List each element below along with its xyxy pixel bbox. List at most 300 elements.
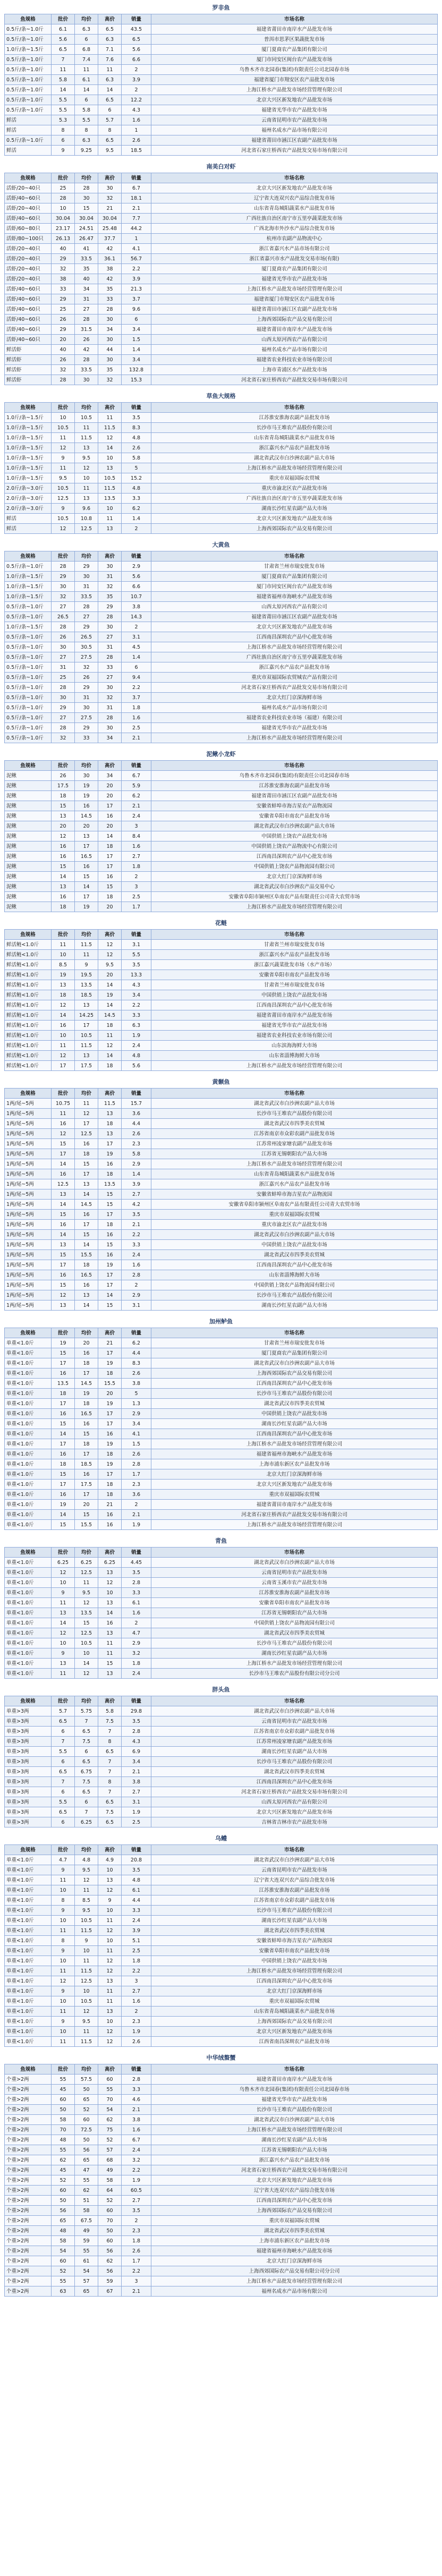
avg-price-cell: 16.5 bbox=[75, 1270, 98, 1280]
market-cell: 湖南长沙红星农副产品大市场 bbox=[151, 1300, 438, 1311]
wholesale-price-cell: 12 bbox=[52, 1129, 75, 1139]
market-cell: 吉林省吉林市农产品批发市场 bbox=[151, 1817, 438, 1827]
volume-cell: 2 bbox=[122, 622, 151, 632]
avg-price-cell: 33.5 bbox=[75, 254, 98, 264]
market-cell: 北京大兴区新发地农产品批发市场 bbox=[151, 2175, 438, 2186]
price-table bbox=[4, 1328, 438, 1530]
volume-cell: 2.8 bbox=[122, 1270, 151, 1280]
avg-price-cell: 29 bbox=[75, 562, 98, 572]
column-header: 批价 bbox=[52, 1845, 75, 1855]
spec-cell: 泥鳅 bbox=[5, 781, 52, 791]
wholesale-price-cell: 10 bbox=[52, 1996, 75, 2007]
spec-cell: 活虾/40~60只 bbox=[5, 314, 52, 325]
avg-price-cell: 17 bbox=[75, 1449, 98, 1459]
table-row bbox=[5, 602, 438, 612]
wholesale-price-cell: 7 bbox=[52, 1737, 75, 1747]
avg-price-cell: 17 bbox=[75, 1021, 98, 1031]
market-cell: 北京大兴区新发地农产品批发市场 bbox=[151, 622, 438, 632]
header-row bbox=[5, 1089, 438, 1099]
wholesale-price-cell: 11 bbox=[52, 463, 75, 473]
avg-price-cell: 12 bbox=[75, 2007, 98, 2017]
spec-cell: 单重<1.0斤 bbox=[5, 1379, 52, 1389]
high-price-cell: 32 bbox=[98, 582, 122, 592]
wholesale-price-cell: 58 bbox=[52, 2236, 75, 2246]
market-cell: 浙江嘉兴水产品农产品批发市场 bbox=[151, 2155, 438, 2165]
avg-price-cell: 19 bbox=[75, 1389, 98, 1399]
table-row bbox=[5, 1210, 438, 1220]
spec-cell: 单重>3两 bbox=[5, 1757, 52, 1767]
volume-cell: 3.5 bbox=[122, 1210, 151, 1220]
wholesale-price-cell: 6 bbox=[52, 1727, 75, 1737]
spec-cell: 个重>2两 bbox=[5, 2085, 52, 2095]
avg-price-cell: 7 bbox=[75, 1716, 98, 1727]
wholesale-price-cell: 13 bbox=[52, 1608, 75, 1618]
spec-cell: 单重<1.0斤 bbox=[5, 1338, 52, 1348]
high-price-cell: 6.25 bbox=[98, 1558, 122, 1568]
volume-cell: 8.3 bbox=[122, 1358, 151, 1368]
spec-cell: 单重<1.0斤 bbox=[5, 1855, 52, 1865]
table-row bbox=[5, 24, 438, 35]
market-cell: 安徽省阜阳市南农产品批发市场 bbox=[151, 811, 438, 821]
avg-price-cell: 27.5 bbox=[75, 713, 98, 723]
table-row bbox=[5, 1061, 438, 1071]
market-cell: 甘肃省兰州市瑞安批发市场 bbox=[151, 562, 438, 572]
high-price-cell: 18 bbox=[98, 1021, 122, 1031]
spec-cell: 单重<1.0斤 bbox=[5, 1628, 52, 1638]
avg-price-cell: 54 bbox=[75, 2266, 98, 2276]
table-row bbox=[5, 1737, 438, 1747]
avg-price-cell: 47 bbox=[75, 2165, 98, 2175]
table-row bbox=[5, 1041, 438, 1051]
volume-cell: 2.3 bbox=[122, 2017, 151, 2027]
volume-cell: 1 bbox=[122, 234, 151, 244]
spec-cell: 单重<1.0斤 bbox=[5, 1568, 52, 1578]
spec-cell: 0.5斤/条~1.0斤 bbox=[5, 24, 52, 35]
spec-cell: 单重<1.0斤 bbox=[5, 1588, 52, 1598]
high-price-cell: 15 bbox=[98, 1189, 122, 1200]
wholesale-price-cell: 15 bbox=[52, 1210, 75, 1220]
high-price-cell: 36.1 bbox=[98, 254, 122, 264]
column-header: 市场名称 bbox=[151, 930, 438, 940]
table-row bbox=[5, 2125, 438, 2135]
wholesale-price-cell: 8 bbox=[52, 1895, 75, 1906]
market-cell: 湖北省武汉市白沙洲农副产品大市场 bbox=[151, 1558, 438, 1568]
volume-cell: 2.6 bbox=[122, 2037, 151, 2047]
market-cell: 福州名成水产品市场有限公司 bbox=[151, 703, 438, 713]
column-header: 均价 bbox=[75, 1328, 98, 1338]
header-row bbox=[5, 173, 438, 183]
volume-cell: 2.7 bbox=[122, 1787, 151, 1797]
spec-cell: 单重<1.0斤 bbox=[5, 1389, 52, 1399]
high-price-cell: 6.5 bbox=[98, 1817, 122, 1827]
wholesale-price-cell: 29 bbox=[52, 294, 75, 304]
market-cell: 福建省农业科技农业市场有限公司 bbox=[151, 355, 438, 365]
volume-cell: 3.4 bbox=[122, 1419, 151, 1429]
wholesale-price-cell: 15 bbox=[52, 1520, 75, 1530]
high-price-cell: 18 bbox=[98, 892, 122, 902]
avg-price-cell: 16 bbox=[75, 1419, 98, 1429]
table-row bbox=[5, 1149, 438, 1159]
avg-price-cell: 11 bbox=[75, 423, 98, 433]
high-price-cell: 10 bbox=[98, 2017, 122, 2027]
table-row bbox=[5, 791, 438, 801]
volume-cell: 3.8 bbox=[122, 2115, 151, 2125]
market-cell: 北京大红门京深海鲜市场 bbox=[151, 872, 438, 882]
avg-price-cell: 29 bbox=[75, 622, 98, 632]
market-cell: 湖北省武汉市四季美农贸城 bbox=[151, 1767, 438, 1777]
volume-cell: 56.7 bbox=[122, 254, 151, 264]
volume-cell: 29.8 bbox=[122, 1706, 151, 1716]
column-header: 鱼规格 bbox=[5, 551, 52, 562]
column-header: 鱼规格 bbox=[5, 403, 52, 413]
market-cell: 安徽省阜阳市南农产品批发市场 bbox=[151, 970, 438, 980]
avg-price-cell: 55 bbox=[75, 2246, 98, 2256]
market-cell: 湖北省武汉市白沙洲农副产品大市场 bbox=[151, 1855, 438, 1865]
table-row bbox=[5, 1379, 438, 1389]
high-price-cell: 6.3 bbox=[98, 35, 122, 45]
high-price-cell: 7.5 bbox=[98, 1716, 122, 1727]
table-row bbox=[5, 1109, 438, 1119]
volume-cell: 3.8 bbox=[122, 602, 151, 612]
volume-cell: 2.4 bbox=[122, 2145, 151, 2155]
column-header: 市场名称 bbox=[151, 1328, 438, 1338]
high-price-cell: 6.5 bbox=[98, 1747, 122, 1757]
table-row bbox=[5, 524, 438, 534]
header-row bbox=[5, 1548, 438, 1558]
market-cell: 浙江省嘉兴市水产品批发交易市场(有限) bbox=[151, 254, 438, 264]
market-cell: 上海江桥水产品批发市场经营管理有限公司 bbox=[151, 2276, 438, 2286]
avg-price-cell: 40 bbox=[75, 274, 98, 284]
volume-cell: 2.5 bbox=[122, 1817, 151, 1827]
market-cell: 云南省昆明市农产品批发市场 bbox=[151, 1716, 438, 1727]
table-row bbox=[5, 1568, 438, 1578]
high-price-cell: 31 bbox=[98, 642, 122, 652]
market-cell: 河北省石家庄桥西农产品批发交易市场有限公司 bbox=[151, 1510, 438, 1520]
avg-price-cell: 15 bbox=[75, 872, 98, 882]
wholesale-price-cell: 15 bbox=[52, 801, 75, 811]
wholesale-price-cell: 11 bbox=[52, 1966, 75, 1976]
high-price-cell: 16 bbox=[98, 1230, 122, 1240]
high-price-cell: 15 bbox=[98, 1300, 122, 1311]
column-header: 均价 bbox=[75, 1845, 98, 1855]
table-row bbox=[5, 1358, 438, 1368]
high-price-cell: 12 bbox=[98, 940, 122, 950]
volume-cell: 2.5 bbox=[122, 723, 151, 733]
avg-price-cell: 11 bbox=[75, 65, 98, 75]
table-row bbox=[5, 2236, 438, 2246]
avg-price-cell: 10.5 bbox=[75, 1031, 98, 1041]
price-table bbox=[4, 760, 438, 912]
spec-cell: 1.0斤/条~1.5斤 bbox=[5, 443, 52, 453]
spec-cell: 单重>3两 bbox=[5, 1716, 52, 1727]
market-cell: 安徽省蚌埠市海吉星农产品物流园 bbox=[151, 1936, 438, 1946]
market-cell: 江苏省南京市众彩农副产品批发市场 bbox=[151, 1129, 438, 1139]
avg-price-cell: 65 bbox=[75, 2155, 98, 2165]
avg-price-cell: 33.5 bbox=[75, 592, 98, 602]
price-section bbox=[4, 1076, 438, 1311]
market-cell: 长沙市马王堆农产品股份有限公司 bbox=[151, 1109, 438, 1119]
high-price-cell: 50 bbox=[98, 2226, 122, 2236]
volume-cell: 6.3 bbox=[122, 1021, 151, 1031]
table-row bbox=[5, 723, 438, 733]
wholesale-price-cell: 18 bbox=[52, 791, 75, 801]
spec-cell: 活虾/40~60只 bbox=[5, 304, 52, 314]
volume-cell: 3 bbox=[122, 2276, 151, 2286]
high-price-cell: 6.5 bbox=[98, 1797, 122, 1807]
market-cell: 福建省农业科技农业市场（福建）有限公司 bbox=[151, 713, 438, 723]
volume-cell: 2.1 bbox=[122, 203, 151, 214]
avg-price-cell: 56 bbox=[75, 2145, 98, 2155]
price-table bbox=[4, 402, 438, 534]
high-price-cell: 75 bbox=[98, 2125, 122, 2135]
market-cell: 江西南昌深圳农产品中心批发市场 bbox=[151, 852, 438, 862]
spec-cell: 1两/尾~5两 bbox=[5, 1139, 52, 1149]
spec-cell: 个重>2两 bbox=[5, 2186, 52, 2196]
spec-cell: 单重<1.0斤 bbox=[5, 1490, 52, 1500]
market-cell: 湖北省武汉市四季美农贸城 bbox=[151, 1399, 438, 1409]
avg-price-cell: 28 bbox=[75, 183, 98, 193]
market-cell: 安徽省阜阳市南农产品批发市场 bbox=[151, 1598, 438, 1608]
table-row bbox=[5, 2135, 438, 2145]
wholesale-price-cell: 8 bbox=[52, 1936, 75, 1946]
table-row bbox=[5, 1129, 438, 1139]
table-row bbox=[5, 325, 438, 335]
high-price-cell: 14.5 bbox=[98, 1010, 122, 1021]
table-row bbox=[5, 1031, 438, 1041]
wholesale-price-cell: 9 bbox=[52, 1946, 75, 1956]
table-row bbox=[5, 1300, 438, 1311]
column-header: 市场名称 bbox=[151, 1548, 438, 1558]
volume-cell: 1.9 bbox=[122, 1031, 151, 1041]
high-price-cell: 7 bbox=[98, 1767, 122, 1777]
market-cell: 重庆市双福国际农贸城农产品有限公司 bbox=[151, 673, 438, 683]
table-row bbox=[5, 2266, 438, 2276]
wholesale-price-cell: 17 bbox=[52, 1260, 75, 1270]
spec-cell: 1两/尾~5两 bbox=[5, 1109, 52, 1119]
high-price-cell: 18 bbox=[98, 1490, 122, 1500]
table-row bbox=[5, 1797, 438, 1807]
wholesale-price-cell: 27 bbox=[52, 652, 75, 662]
volume-cell: 7.7 bbox=[122, 214, 151, 224]
spec-cell: 0.5斤/条~1.0斤 bbox=[5, 612, 52, 622]
avg-price-cell: 9.5 bbox=[75, 1865, 98, 1875]
spec-cell: 0.5斤/条~1.0斤 bbox=[5, 95, 52, 105]
wholesale-price-cell: 58 bbox=[52, 2115, 75, 2125]
column-header: 鱼规格 bbox=[5, 1548, 52, 1558]
avg-price-cell: 26.5 bbox=[75, 632, 98, 642]
avg-price-cell: 10 bbox=[75, 473, 98, 483]
market-cell: 上海江桥水产品批发市场经营管理有限公司 bbox=[151, 1159, 438, 1169]
volume-cell: 14.3 bbox=[122, 612, 151, 622]
high-price-cell: 19 bbox=[98, 1260, 122, 1270]
market-cell: 福州名成水产品市场有限公司 bbox=[151, 125, 438, 135]
table-row bbox=[5, 1936, 438, 1946]
column-header: 批价 bbox=[52, 2064, 75, 2075]
spec-cell: 单重<1.0斤 bbox=[5, 1648, 52, 1659]
spec-cell: 活虾/20~40只 bbox=[5, 183, 52, 193]
volume-cell: 2.2 bbox=[122, 1230, 151, 1240]
high-price-cell: 7.6 bbox=[98, 55, 122, 65]
wholesale-price-cell: 20 bbox=[52, 821, 75, 831]
column-header: 高价 bbox=[98, 1845, 122, 1855]
high-price-cell: 28 bbox=[98, 612, 122, 622]
table-row bbox=[5, 1260, 438, 1270]
high-price-cell: 10 bbox=[98, 1588, 122, 1598]
table-row bbox=[5, 2286, 438, 2297]
market-cell: 江西省南昌深圳农产品批发市场 bbox=[151, 2037, 438, 2047]
market-cell: 湖北省武汉市白沙洲农副产品大市场 bbox=[151, 453, 438, 463]
wholesale-price-cell: 9 bbox=[52, 2017, 75, 2027]
table-row bbox=[5, 1368, 438, 1379]
market-cell: 长沙市马王堆农产品股份有限公司 bbox=[151, 2105, 438, 2115]
section-title: 乌鳢 bbox=[215, 1835, 227, 1842]
market-cell: 福建省莆田市涵江区农副产品批发市场 bbox=[151, 135, 438, 146]
table-row bbox=[5, 1628, 438, 1638]
wholesale-price-cell: 10 bbox=[52, 950, 75, 960]
price-section bbox=[4, 2, 438, 156]
spec-cell: 泥鳅 bbox=[5, 902, 52, 912]
table-row bbox=[5, 514, 438, 524]
high-price-cell: 7 bbox=[98, 1787, 122, 1797]
avg-price-cell: 13.5 bbox=[75, 980, 98, 990]
spec-cell: 1.0斤/条~1.5斤 bbox=[5, 582, 52, 592]
wholesale-price-cell: 30 bbox=[52, 642, 75, 652]
table-row bbox=[5, 1578, 438, 1588]
volume-cell: 3.5 bbox=[122, 413, 151, 423]
wholesale-price-cell: 13 bbox=[52, 1189, 75, 1200]
high-price-cell: 54 bbox=[98, 2105, 122, 2115]
market-cell: 浙江嘉兴水产品农产品批发市场 bbox=[151, 662, 438, 673]
wholesale-price-cell: 28 bbox=[52, 562, 75, 572]
spec-cell: 泥鳅 bbox=[5, 862, 52, 872]
high-price-cell: 58 bbox=[98, 2175, 122, 2186]
spec-cell: 单重<1.0斤 bbox=[5, 1409, 52, 1419]
high-price-cell: 32 bbox=[98, 193, 122, 203]
table-row bbox=[5, 771, 438, 781]
avg-price-cell: 9.5 bbox=[75, 453, 98, 463]
wholesale-price-cell: 33 bbox=[52, 284, 75, 294]
volume-cell: 8.3 bbox=[122, 423, 151, 433]
table-row bbox=[5, 1659, 438, 1669]
table-row bbox=[5, 2017, 438, 2027]
high-price-cell: 20 bbox=[98, 902, 122, 912]
avg-price-cell: 15 bbox=[75, 1230, 98, 1240]
avg-price-cell: 11 bbox=[75, 950, 98, 960]
wholesale-price-cell: 48 bbox=[52, 2226, 75, 2236]
avg-price-cell: 58 bbox=[75, 2206, 98, 2216]
high-price-cell: 17 bbox=[98, 1210, 122, 1220]
wholesale-price-cell: 29 bbox=[52, 572, 75, 582]
spec-cell: 单重<1.0斤 bbox=[5, 2017, 52, 2027]
avg-price-cell: 65 bbox=[75, 2095, 98, 2105]
wholesale-price-cell: 6.5 bbox=[52, 45, 75, 55]
column-header: 销量 bbox=[122, 1328, 151, 1338]
market-cell: 湖南长沙红星农副产品大市场 bbox=[151, 1648, 438, 1659]
volume-cell: 1.7 bbox=[122, 902, 151, 912]
column-header: 销量 bbox=[122, 761, 151, 771]
market-cell: 河北省石家庄桥西农产品批发交易市场有限公司 bbox=[151, 1787, 438, 1797]
spec-cell: 1两/尾~5两 bbox=[5, 1169, 52, 1179]
avg-price-cell: 60 bbox=[75, 2115, 98, 2125]
table-row bbox=[5, 1520, 438, 1530]
market-cell: 江苏淮安淮海农副产品批发市场 bbox=[151, 781, 438, 791]
market-cell: 辽宁省大连双兴农产品综合批发市场 bbox=[151, 1875, 438, 1885]
wholesale-price-cell: 5.8 bbox=[52, 75, 75, 85]
volume-cell: 6 bbox=[122, 314, 151, 325]
table-row bbox=[5, 582, 438, 592]
spec-cell: 活虾/40~60只 bbox=[5, 193, 52, 203]
avg-price-cell: 61 bbox=[75, 2256, 98, 2266]
volume-cell: 3.4 bbox=[122, 355, 151, 365]
wholesale-price-cell: 32 bbox=[52, 733, 75, 743]
avg-price-cell: 16 bbox=[75, 1210, 98, 1220]
avg-price-cell: 10 bbox=[75, 1946, 98, 1956]
spec-cell: 单重<1.0斤 bbox=[5, 1956, 52, 1966]
column-header: 高价 bbox=[98, 1328, 122, 1338]
market-cell: 安徽省蚌埠市海吉星农产品物流园 bbox=[151, 1189, 438, 1200]
high-price-cell: 13 bbox=[98, 1568, 122, 1578]
table-row bbox=[5, 183, 438, 193]
wholesale-price-cell: 55 bbox=[52, 2276, 75, 2286]
avg-price-cell: 9.5 bbox=[75, 1588, 98, 1598]
spec-cell: 个重>2两 bbox=[5, 2286, 52, 2297]
column-header: 鱼规格 bbox=[5, 173, 52, 183]
high-price-cell: 11.5 bbox=[98, 423, 122, 433]
avg-price-cell: 52 bbox=[75, 2105, 98, 2115]
wholesale-price-cell: 16 bbox=[52, 1490, 75, 1500]
avg-price-cell: 9.5 bbox=[75, 1906, 98, 1916]
wholesale-price-cell: 10.5 bbox=[52, 483, 75, 494]
volume-cell: 3.5 bbox=[122, 1568, 151, 1578]
volume-cell: 4.3 bbox=[122, 1737, 151, 1747]
table-row bbox=[5, 2226, 438, 2236]
volume-cell: 2.8 bbox=[122, 1727, 151, 1737]
market-cell: 湖南长沙红星农副产品大市场 bbox=[151, 1747, 438, 1757]
high-price-cell: 42 bbox=[98, 274, 122, 284]
price-table bbox=[4, 1088, 438, 1311]
market-cell: 福州名成水产品市场有限公司 bbox=[151, 345, 438, 355]
high-price-cell: 13 bbox=[98, 1669, 122, 1679]
table-row bbox=[5, 980, 438, 990]
high-price-cell: 28 bbox=[98, 652, 122, 662]
table-row bbox=[5, 55, 438, 65]
spec-cell: 单重<1.0斤 bbox=[5, 1906, 52, 1916]
market-cell: 甘肃省兰州市瑞安批发市场 bbox=[151, 940, 438, 950]
wholesale-price-cell: 15 bbox=[52, 1280, 75, 1290]
avg-price-cell: 17 bbox=[75, 1490, 98, 1500]
avg-price-cell: 30 bbox=[75, 193, 98, 203]
price-section bbox=[4, 161, 438, 385]
volume-cell: 2.9 bbox=[122, 1638, 151, 1648]
spec-cell: 泥鳅 bbox=[5, 821, 52, 831]
high-price-cell: 17 bbox=[98, 1139, 122, 1149]
avg-price-cell: 6.5 bbox=[75, 1787, 98, 1797]
avg-price-cell: 17 bbox=[75, 1119, 98, 1129]
spec-cell: 个重>2两 bbox=[5, 2246, 52, 2256]
high-price-cell: 13 bbox=[98, 1976, 122, 1986]
spec-cell: 0.5斤/条~1.0斤 bbox=[5, 683, 52, 693]
table-row bbox=[5, 85, 438, 95]
volume-cell: 1.4 bbox=[122, 1169, 151, 1179]
spec-cell: 个重>2两 bbox=[5, 2135, 52, 2145]
high-price-cell: 14 bbox=[98, 1608, 122, 1618]
avg-price-cell: 28 bbox=[75, 355, 98, 365]
column-header: 高价 bbox=[98, 1696, 122, 1706]
high-price-cell: 64 bbox=[98, 2186, 122, 2196]
volume-cell: 5.6 bbox=[122, 45, 151, 55]
price-table bbox=[4, 14, 438, 156]
spec-cell: 活虾/40~60只 bbox=[5, 325, 52, 335]
